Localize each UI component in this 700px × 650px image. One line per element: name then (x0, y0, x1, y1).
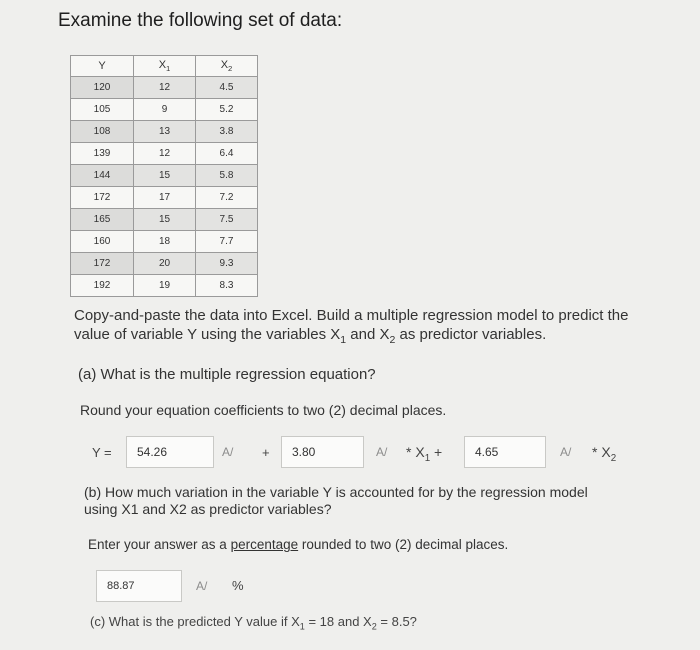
data-table (70, 55, 258, 297)
table-row (71, 77, 258, 99)
cell-x1: 19 (134, 275, 196, 297)
question-b: (b) How much variation in the variable Y is accounted for by the regression model using X1 and X2 as predictor variables? (84, 484, 588, 517)
cell-y: 192 (71, 275, 134, 297)
header-x2: $X_2$ (196, 56, 258, 77)
table-row (71, 187, 258, 209)
cell-x2: 4.5 (196, 77, 258, 99)
cell-x2: 9.3 (196, 253, 258, 275)
y-equals-label: Y = (92, 445, 112, 460)
check-icon: A/ (196, 579, 208, 593)
cell-x2: 7.5 (196, 209, 258, 231)
enter-instruction: Enter your answer as a percentage rounded to two (2) decimal places. (88, 537, 509, 552)
cell-x1: 13 (134, 121, 196, 143)
table-row (71, 231, 258, 253)
cell-x1: 15 (134, 165, 196, 187)
cell-x1: 12 (134, 77, 196, 99)
intercept-input[interactable]: 54.26 (126, 436, 214, 468)
table-row (71, 253, 258, 275)
coef-x2-input[interactable]: 4.65 (464, 436, 546, 468)
equation-row (0, 436, 700, 472)
x2-term: * $X_2$ (592, 444, 617, 464)
cell-x1: 17 (134, 187, 196, 209)
instructions-text: Copy-and-paste the data into Excel. Build a multiple regression model to predict the value of variable Y using the variables $X_1$ and $X_2$ as predictor variables. (74, 307, 629, 346)
cell-x2: 5.8 (196, 165, 258, 187)
plus-sign: + (262, 445, 270, 460)
percent-sign: % (232, 578, 244, 593)
cell-x1: 12 (134, 143, 196, 165)
cell-x1: 9 (134, 99, 196, 121)
cell-y: 144 (71, 165, 134, 187)
header-y: Y (71, 56, 134, 77)
cell-x2: 3.8 (196, 121, 258, 143)
check-icon: A/ (222, 445, 234, 459)
table-header-row (71, 56, 258, 77)
coef-x1-input[interactable]: 3.80 (281, 436, 364, 468)
cell-y: 139 (71, 143, 134, 165)
page-title: Examine the following set of data: (58, 10, 343, 31)
cell-y: 120 (71, 77, 134, 99)
cell-x2: 7.7 (196, 231, 258, 253)
cell-x1: 18 (134, 231, 196, 253)
cell-y: 105 (71, 99, 134, 121)
check-icon: A/ (560, 445, 572, 459)
table-row (71, 209, 258, 231)
header-x1: $X_1$ (134, 56, 196, 77)
cell-x1: 15 (134, 209, 196, 231)
table-row (71, 99, 258, 121)
r-squared-input[interactable]: 88.87 (96, 570, 182, 602)
table-row (71, 121, 258, 143)
x1-term: * $X_1$ + (406, 444, 443, 464)
cell-x2: 5.2 (196, 99, 258, 121)
table-row (71, 275, 258, 297)
cell-y: 160 (71, 231, 134, 253)
check-icon: A/ (376, 445, 388, 459)
cell-y: 172 (71, 187, 134, 209)
question-a: (a) What is the multiple regression equation? (78, 366, 376, 383)
cell-y: 165 (71, 209, 134, 231)
cell-x2: 8.3 (196, 275, 258, 297)
cell-x1: 20 (134, 253, 196, 275)
cell-y: 172 (71, 253, 134, 275)
cell-x2: 7.2 (196, 187, 258, 209)
cell-y: 108 (71, 121, 134, 143)
question-c: (c) What is the predicted Y value if $X_1 = 18$ and $X_2 = 8.5$? (90, 614, 417, 632)
rounding-note: Round your equation coefficients to two (2) decimal places. (80, 402, 447, 418)
table-row (71, 165, 258, 187)
cell-x2: 6.4 (196, 143, 258, 165)
table-row (71, 143, 258, 165)
